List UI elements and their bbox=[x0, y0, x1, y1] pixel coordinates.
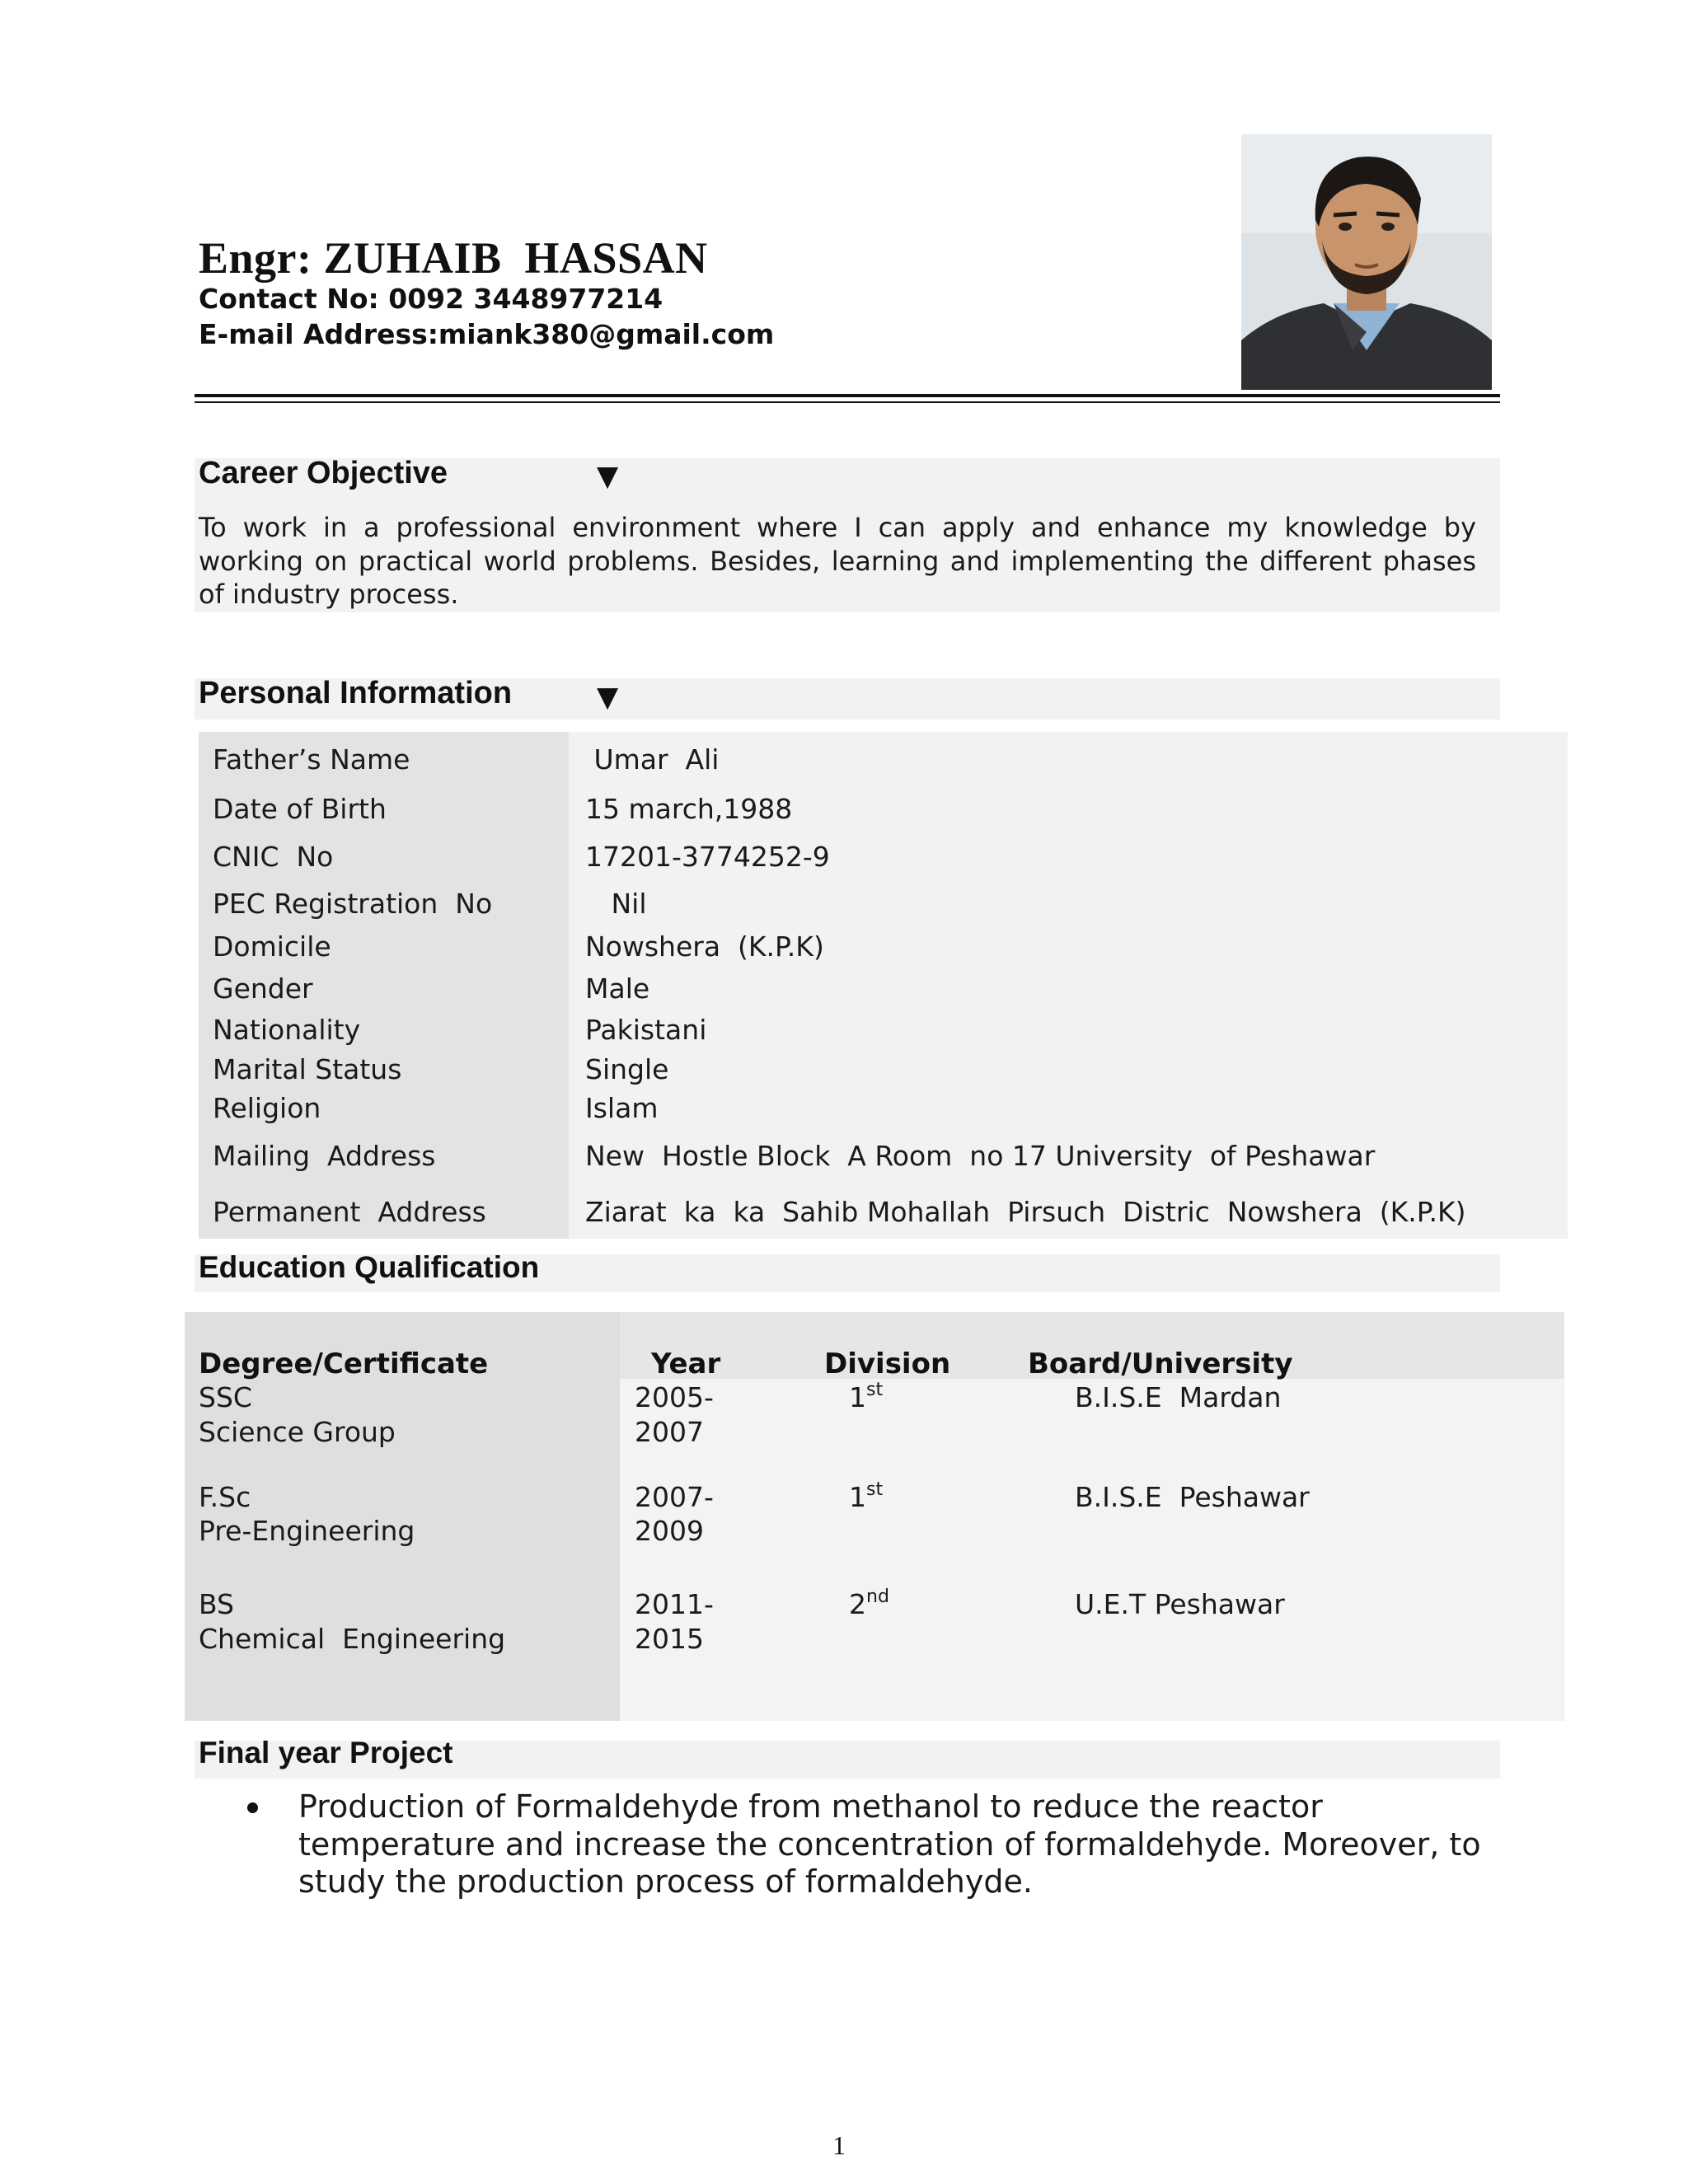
final-year-project-heading: Final year Project bbox=[199, 1736, 453, 1769]
personal-label: Mailing Address bbox=[213, 1140, 436, 1172]
education-year-start: 2005- bbox=[635, 1381, 714, 1413]
personal-value: Nil bbox=[585, 888, 647, 920]
personal-value: Islam bbox=[585, 1092, 659, 1124]
personal-collapse-icon: ▼ bbox=[597, 681, 619, 714]
candidate-name: Engr: ZUHAIB HASSAN bbox=[199, 233, 708, 283]
education-year-end: 2007 bbox=[635, 1416, 704, 1448]
education-field: Chemical Engineering bbox=[199, 1623, 506, 1655]
profile-photo bbox=[1241, 134, 1492, 390]
personal-label: Religion bbox=[213, 1092, 321, 1124]
contact-number: Contact No: 0092 3448977214 bbox=[199, 283, 663, 315]
page-number: 1 bbox=[832, 2130, 846, 2160]
education-board: U.E.T Peshawar bbox=[1075, 1588, 1285, 1620]
personal-value: Single bbox=[585, 1053, 669, 1085]
career-objective-heading: Career Objective bbox=[199, 456, 448, 490]
education-degree: SSC bbox=[199, 1381, 252, 1413]
personal-value: Nowshera (K.P.K) bbox=[585, 930, 824, 963]
education-header-degree: Degree/Certificate bbox=[199, 1347, 489, 1380]
header-rule-thick bbox=[195, 394, 1500, 397]
personal-value: 15 march,1988 bbox=[585, 793, 793, 825]
personal-value: New Hostle Block A Room no 17 University of Peshawar bbox=[585, 1140, 1376, 1172]
career-objective-text: To work in a professional environment where I can apply and enhance my knowledge by working on practical world problems. Besides, learning and implementing the different phases of industry process. bbox=[199, 512, 1476, 610]
education-division: 2nd bbox=[849, 1586, 889, 1620]
education-degree: BS bbox=[199, 1588, 235, 1620]
personal-label: Gender bbox=[213, 972, 313, 1005]
personal-value: Umar Ali bbox=[585, 743, 720, 776]
education-degree: F.Sc bbox=[199, 1481, 251, 1513]
personal-label: Domicile bbox=[213, 930, 331, 963]
personal-value: Ziarat ka ka Sahib Mohallah Pirsuch Distric Nowshera (K.P.K) bbox=[585, 1196, 1466, 1228]
education-board: B.I.S.E Peshawar bbox=[1075, 1481, 1310, 1513]
education-header-year: Year bbox=[651, 1347, 721, 1380]
education-header-board: Board/University bbox=[1028, 1347, 1293, 1380]
education-right-column bbox=[620, 1379, 1564, 1721]
email-address: E-mail Address:miank380@gmail.com bbox=[199, 318, 775, 350]
career-title-band-right bbox=[628, 458, 1500, 499]
personal-label: Permanent Address bbox=[213, 1196, 486, 1228]
personal-label: Date of Birth bbox=[213, 793, 387, 825]
personal-label: PEC Registration No bbox=[213, 888, 493, 920]
education-board: B.I.S.E Mardan bbox=[1075, 1381, 1282, 1413]
personal-information-heading: Personal Information bbox=[199, 676, 513, 710]
personal-label: Nationality bbox=[213, 1014, 361, 1046]
education-year-end: 2015 bbox=[635, 1623, 704, 1655]
education-year-start: 2007- bbox=[635, 1481, 714, 1513]
personal-label: CNIC No bbox=[213, 841, 334, 873]
education-division: 1st bbox=[849, 1479, 884, 1513]
education-year-start: 2011- bbox=[635, 1588, 714, 1620]
personal-value: 17201-3774252-9 bbox=[585, 841, 830, 873]
personal-label: Father’s Name bbox=[213, 743, 410, 776]
education-field: Science Group bbox=[199, 1416, 396, 1448]
bullet-icon bbox=[247, 1802, 258, 1813]
personal-label: Marital Status bbox=[213, 1053, 402, 1085]
final-year-project-text: Production of Formaldehyde from methanol to reduce the reactor temperature and increase the concentration of formaldehyde. Moreover, to study the production process of formaldehyde. bbox=[298, 1788, 1481, 1900]
education-field: Pre-Engineering bbox=[199, 1515, 415, 1547]
personal-value: Male bbox=[585, 972, 650, 1005]
education-division: 1st bbox=[849, 1380, 884, 1413]
education-header-division: Division bbox=[824, 1347, 951, 1380]
personal-value: Pakistani bbox=[585, 1014, 707, 1046]
education-year-end: 2009 bbox=[635, 1515, 704, 1547]
career-collapse-icon: ▼ bbox=[597, 460, 619, 493]
education-heading: Education Qualification bbox=[199, 1250, 540, 1284]
header-rule-thin bbox=[195, 401, 1500, 403]
